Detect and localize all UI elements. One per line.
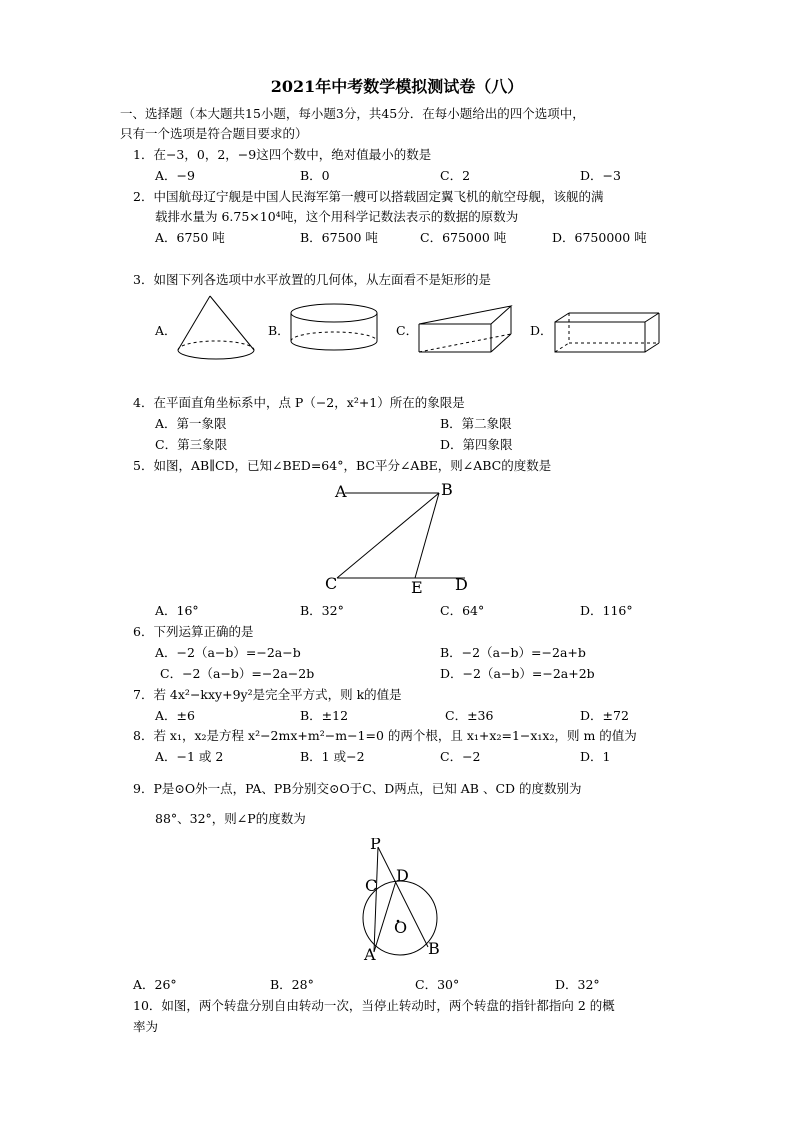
q7-stem: 7．若 4x²−kxy+9y²是完全平方式，则 k的值是 (133, 687, 402, 702)
q9-label-a: A (364, 945, 376, 964)
q2-option-b: B．67500 吨 (300, 230, 378, 245)
q9-option-a: A．26° (133, 977, 177, 992)
q4-option-d: D．第四象限 (440, 437, 513, 452)
q9-label-c: C (365, 876, 378, 895)
q6-stem: 6．下列运算正确的是 (133, 624, 254, 639)
q10-stem-cont: 率为 (133, 1019, 159, 1034)
q2-stem-cont: 载排水量为 6.75×10⁴吨，这个用科学记数法表示的数据的原数为 (155, 209, 519, 224)
q8-stem: 8．若 x₁，x₂是方程 x²−2mx+m²−m−1=0 的两个根，且 x₁+x₂=1−x₁x₂，则 m 的值为 (133, 728, 637, 743)
cone-figure (172, 294, 262, 364)
q6-option-d: D．−2（a−b）=−2a+2b (440, 666, 595, 681)
q3-option-d: D． (530, 323, 553, 338)
q3-option-b: B． (268, 323, 290, 338)
q5-option-c: C．64° (440, 603, 485, 618)
q1-option-c: C．2 (440, 168, 471, 183)
q5-label-e: E (411, 578, 423, 597)
section-heading: 一、选择题（本大题共15小题，每小题3分，共45分．在每小题给出的四个选项中， (120, 106, 585, 121)
q9-label-p: P (370, 838, 381, 853)
q7-option-d: D．±72 (580, 708, 629, 723)
q8-option-b: B．1 或−2 (300, 749, 365, 764)
section-heading-cont: 只有一个选项是符合题目要求的） (120, 126, 308, 141)
cylinder-figure (288, 302, 380, 358)
q2-stem: 2．中国航母辽宁舰是中国人民海军第一艘可以搭载固定翼飞机的航空母舰，该舰的满 (133, 189, 604, 204)
q2-option-c: C．675000 吨 (420, 230, 507, 245)
q9-label-b: B (428, 939, 440, 958)
q6-option-c: C．−2（a−b）=−2a−2b (160, 666, 315, 681)
q3-stem: 3．如图下列各选项中水平放置的几何体，从左面看不是矩形的是 (133, 272, 491, 287)
parallel-lines-figure (325, 482, 475, 597)
q5-label-b: B (441, 482, 453, 499)
q4-stem: 4．在平面直角坐标系中，点 P（−2，x²+1）所在的象限是 (133, 395, 465, 410)
q5-label-a: A (335, 482, 347, 501)
q2-option-d: D．6750000 吨 (552, 230, 647, 245)
q5-option-b: B．32° (300, 603, 344, 618)
q3-option-c: C． (396, 323, 419, 338)
q1-option-b: B．0 (300, 168, 330, 183)
q7-option-c: C．±36 (445, 708, 494, 723)
q5-option-a: A．16° (155, 603, 199, 618)
q1-option-a: A．−9 (155, 168, 195, 183)
q3-option-a: A． (155, 323, 177, 338)
q4-option-b: B．第二象限 (440, 416, 512, 431)
q9-option-b: B．28° (270, 977, 314, 992)
q7-option-b: B．±12 (300, 708, 349, 723)
page-title: 2021年中考数学模拟测试卷（八） (270, 77, 524, 96)
q5-label-c: C (325, 574, 338, 593)
q8-option-a: A．−1 或 2 (155, 749, 224, 764)
q8-option-d: D．1 (580, 749, 611, 764)
q9-option-c: C．30° (415, 977, 460, 992)
q9-stem: 9．P是⊙O外一点，PA、PB分别交⊙O于C、D两点，已知 AB 、CD 的度数别为 (133, 781, 582, 796)
q1-option-d: D．−3 (580, 168, 621, 183)
q9-label-o: O (394, 918, 408, 937)
circle-secant-figure (358, 838, 448, 964)
triangular-prism-figure (415, 302, 515, 356)
q5-option-d: D．116° (580, 603, 633, 618)
q9-stem-cont: 88°、32°，则∠P的度数为 (155, 811, 306, 826)
q1-stem: 1．在−3，0，2，−9这四个数中，绝对值最小的数是 (133, 147, 432, 162)
q8-option-c: C．−2 (440, 749, 481, 764)
q2-option-a: A．6750 吨 (155, 230, 225, 245)
q6-option-b: B．−2（a−b）=−2a+b (440, 645, 586, 660)
q5-label-d: D (455, 575, 468, 594)
q6-option-a: A．−2（a−b）=−2a−b (155, 645, 301, 660)
q7-option-a: A．±6 (155, 708, 195, 723)
q5-stem: 5．如图，AB∥CD，已知∠BED=64°，BC平分∠ABE，则∠ABC的度数是 (133, 458, 552, 473)
q10-stem: 10．如图，两个转盘分别自由转动一次，当停止转动时，两个转盘的指针都指向 2 的概 (133, 998, 615, 1013)
q4-option-c: C．第三象限 (155, 437, 228, 452)
cuboid-figure (552, 310, 662, 356)
q9-option-d: D．32° (555, 977, 600, 992)
q4-option-a: A．第一象限 (155, 416, 227, 431)
q9-label-d: D (396, 866, 409, 885)
